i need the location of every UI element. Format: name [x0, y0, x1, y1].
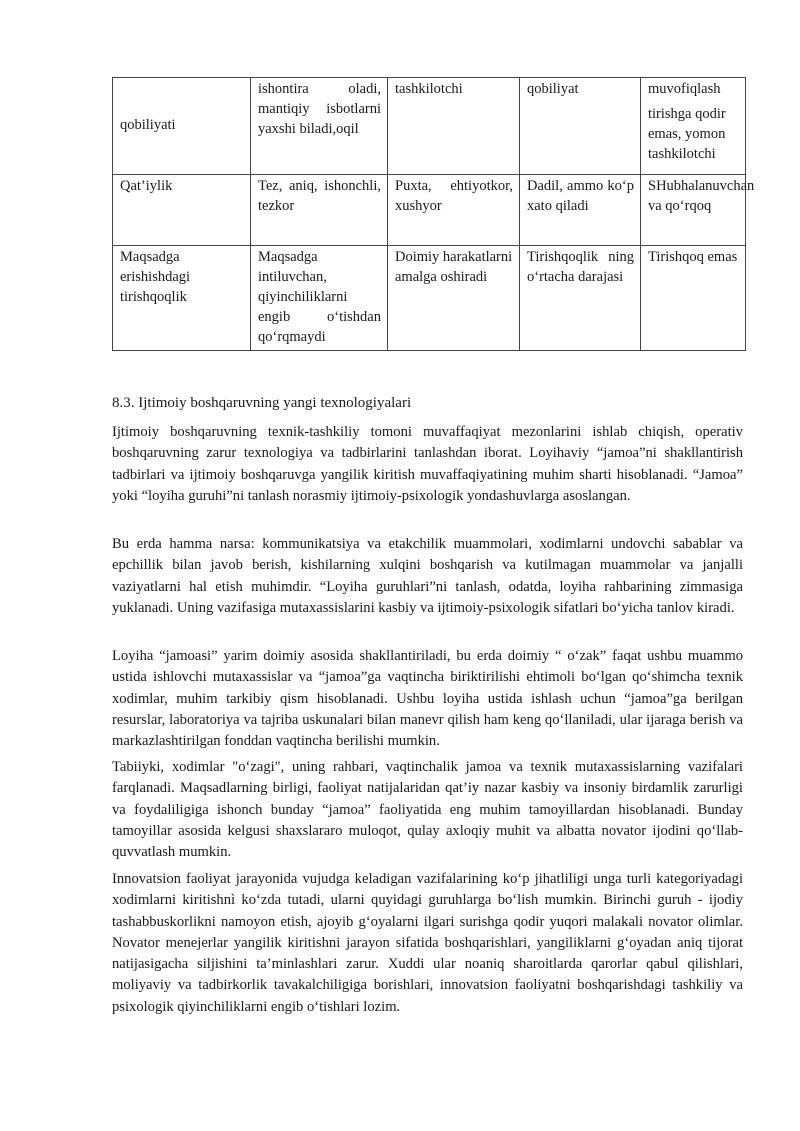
table-cell — [641, 78, 746, 175]
table-row — [113, 246, 746, 351]
paragraph: Loyiha “jamoasi” yarim doimiy asosida shakllantiriladi, bu erda doimiy “ o‘zak” faqat ushbu muammo ustida ishlovchi mutaxassislar va “jamoa”ga vaqtincha biriktirilishi ehtimoli bo‘lgan qo‘shimcha texnik xodimlar, muhim tarkibiy qism hisoblanadi. Ushbu loyiha ustida ishlash uchun “jamoa”ga berilgan resurslar, laboratoriya va tajriba uskunalari bilan manevr qilish ham keng qo‘llaniladi, ular ijaraga berish va markazlashtirilgan fonddan vaqtincha berilishi mumkin. — [112, 648, 743, 750]
table-cell: Dadil, ammo ko‘p xato qiladi — [520, 175, 641, 246]
criteria-table — [112, 77, 755, 351]
paragraph: Bu erda hamma narsa: kommunikatsiya va etakchilik muammolari, xodimlarni undovchi sabablar va epchillik bilan javob berish, kishilarning xulqini boshqarish va kutilmagan muammolar va janjalli vaziyatlarni hal etish muhimdir. “Loyiha guruhlari”ni tanlash, odatda, loyiha rahbarining zimmasiga yuklanadi. Uning vazifasiga mutaxassislarini kasbiy va ijtimoiy-psixologik sifatlari bo‘yicha tanlov kiradi. — [112, 536, 743, 616]
table-row — [113, 175, 746, 246]
paragraph: Innovatsion faoliyat jarayonida vujudga keladigan vazifalarining ko‘p jihatliligi unga turli kategoriyadagi xodimlarni kiritishnì ko‘zda tutadi, ularni quyidagi guruhlarga bo‘lish mumkin. Birinchi guruh - ijodiy tashabbuskorlikni namoyon etish, ajoyib g‘oyalarni ilgari surishga qodir yuqori malakali novator olimlar. Novator menejerlar yangilik kiritishni jarayon sifatida boshqarishlari, yangiliklarni g‘oyadan aniq tijorat natijasigacha siljishini ta’minlashlari zarur. Xuddi ular noaniq sharoitlarda qarorlar qabul qilishlari, moliyaviy va tadbirkorlik tavakalchiligiga borishlari, innovatsion faoliyatni boshqarishdagi tashkiliy va psixologik qiyinchiliklarni engib o‘tishlari lozim. — [112, 871, 743, 1015]
table-cell: qobiliyati — [113, 78, 251, 175]
table-cell: Qat’iylik — [113, 175, 251, 246]
table-row — [113, 78, 746, 175]
section-title: 8.3. Ijtimoiy boshqaruvning yangi texnologiyalari — [112, 395, 412, 411]
table-cell: Tirishqoqlik ning o‘rtacha darajasi — [520, 246, 641, 351]
table-cell: Tirishqoq emas — [641, 246, 746, 351]
cell-line: muvofiqlash — [648, 81, 721, 97]
table-cell: Tez, aniq, ishonchli, tezkor — [251, 175, 388, 246]
table-cell: tashkilotchi — [388, 78, 520, 175]
table-cell: Maqsadga intiluvchan, qiyinchiliklarni engib o‘tishdan qo‘rqmaydi — [251, 246, 388, 351]
table-cell: Maqsadga erishishdagi tirishqoqlik — [113, 246, 251, 351]
paragraph: Tabiiyki, xodimlar "o‘zagi", uning rahbari, vaqtinchalik jamoa va texnik mutaxassislarning vazifalari farqlanadi. Maqsadlarning birligi, faoliyat natijalaridan qat’iy nazar kasbiy va insoniy birdamlik zarurligi va foydaliligiga ishonch bunday “jamoa” faoliyatida eng muhim tamoyillardan hisoblanadi. Bunday tamoyillar asosida kelgusi shaxslararo muloqot, qulay axloqiy muhit va albatta novator ijodini qo‘llab-quvvatlash mumkin. — [112, 759, 743, 861]
table-cell: SHubhalanuvchan va qo‘rqoq — [641, 175, 746, 246]
table-cell: Puxta, ehtiyotkor, xushyor — [388, 175, 520, 246]
table-cell: Doimiy harakatlarni amalga oshiradi — [388, 246, 520, 351]
cell-line: tirishga qodir emas, yomon tashkilotchi — [648, 106, 726, 162]
paragraph: Ijtimoiy boshqaruvning texnik-tashkiliy tomoni muvaffaqiyat mezonlarini ishlab chiqish, operativ boshqaruvning zarur texnologiya va tadbirlarini tanlashdan iborat. Loyihaviy “jamoa”ni shakllantirish tadbirlari va ijtimoiy boshqaruvga yangilik kiritish muvaffaqiyatining muhim sharti hisoblanadi. “Jamoa” yoki “loyiha guruhi”ni tanlash norasmiy ijtimoiy-psixologik yondashuvlarga asoslangan. — [112, 424, 743, 504]
table-cell: qobiliyat — [520, 78, 641, 175]
table-cell: ishontira oladi, mantiqiy isbotlarni yaxshi biladi,oqil — [251, 78, 388, 175]
